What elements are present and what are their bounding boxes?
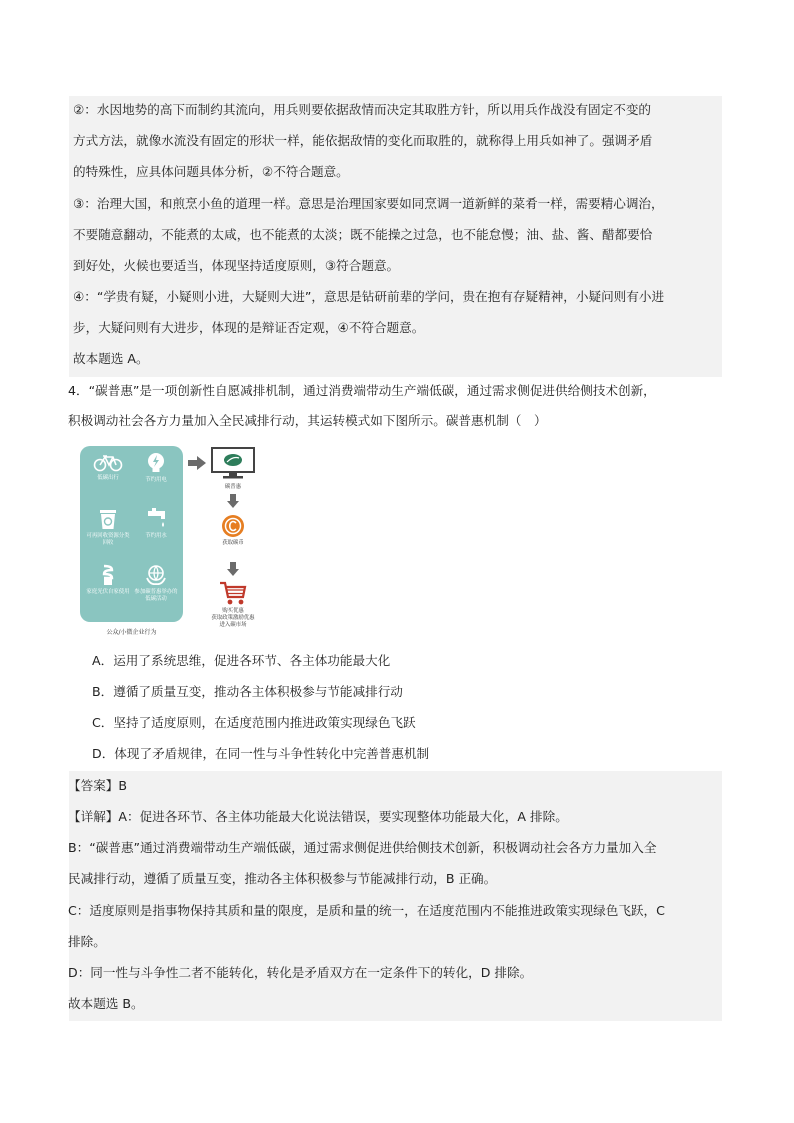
action-low-carbon-travel <box>84 454 132 482</box>
option-d: D．体现了矛盾规律，在同一性与斗争性转化中完善普惠机制 <box>92 746 430 761</box>
shopping-cart-icon <box>219 580 247 606</box>
analysis-item3-line2: 不要随意翻动，不能煮的太咸，也不能煮的太淡；既不能操之过急，也不能怠慢；油、盐、酱、醋都要恰 <box>73 227 653 242</box>
action-home-solar <box>84 564 132 596</box>
bicycle-icon <box>93 454 123 472</box>
arrow-down-icon <box>227 494 239 508</box>
actions-panel <box>80 446 183 622</box>
explanation-c-line2: 排除。 <box>68 934 106 949</box>
action-save-electricity <box>132 452 180 484</box>
analysis-item4-line2: 步，大疑问则有大进步，体现的是辩证否定观，④不符合题意。 <box>73 320 425 335</box>
action-save-water <box>132 508 180 540</box>
analysis-item3-line1: ③：治理大国，和煎烹小鱼的道理一样。意思是治理国家要如同烹调一道新鲜的菜肴一样，需要精心调治， <box>73 196 664 211</box>
explanation-d: D：同一性与斗争性二者不能转化，转化是矛盾双方在一定条件下的转化，D 排除。 <box>68 965 533 980</box>
question-stem-line2: 积极调动社会各方力量加入全民减排行动，其运转模式如下图所示。碳普惠机制（ ） <box>68 413 547 428</box>
coin-icon <box>221 514 245 538</box>
analysis-item2-line1: ②：水因地势的高下而制约其流向，用兵则要依据敌情而决定其取胜方针，所以用兵作战没有固定不变的 <box>73 102 652 117</box>
action-label: 节约用水 <box>145 533 167 539</box>
lightbulb-icon <box>146 452 166 474</box>
analysis-conclusion: 故本题选 A。 <box>73 351 149 366</box>
faucet-icon <box>144 508 168 530</box>
analysis-item3-line3: 到好处，火候也要适当，体现坚持适度原则，③符合题意。 <box>73 258 400 273</box>
recycle-bin-icon <box>98 508 118 530</box>
option-a: A．运用了系统思维，促进各环节、各主体功能最大化 <box>92 653 391 668</box>
option-c: C．坚持了适度原则，在适度范围内推进政策实现绿色飞跃 <box>92 715 416 730</box>
answer-label: 【答案】B <box>68 778 128 793</box>
analysis-item4-line1: ④：“学贵有疑，小疑则小进，大疑则大进”，意思是钻研前辈的学问，贵在抱有存疑精神，小疑问则有小进 <box>73 289 665 304</box>
step-label: 购买优惠 获取政策激励优惠 进入碳市场 <box>211 608 255 628</box>
explanation-b-line1: B：“碳普惠”通过消费端带动生产端低碳，通过需求侧促进供给侧技术创新，积极调动社会各方力量加入全 <box>68 840 657 855</box>
arrow-right-icon <box>188 456 206 470</box>
monitor-leaf-icon <box>210 446 256 480</box>
action-label: 低碳出行 <box>97 475 119 481</box>
carbon-inclusive-figure <box>74 444 264 640</box>
option-b: B．遵循了质量互变，推动各主体积极参与节能减排行动 <box>92 684 403 699</box>
explanation-a: 【详解】A：促进各环节、各主体功能最大化说法错误，要实现整体功能最大化，A 排除。 <box>68 809 568 824</box>
step-label: 碳普惠 <box>224 484 242 490</box>
question-stem-line1: 4．“碳普惠”是一项创新性自愿减排机制，通过消费端带动生产端低碳，通过需求侧促进供给侧技术创新， <box>68 383 656 398</box>
explanation-b-line2: 民减排行动，遵循了质量互变，推动各主体积极参与节能减排行动，B 正确。 <box>68 871 497 886</box>
analysis-item2-line2: 方式方法，就像水流没有固定的形状一样，能依据敌情的变化而取胜的，就称得上用兵如神了。强调矛盾 <box>73 133 653 148</box>
action-label: 参加碳普惠举办的低碳活动 <box>134 589 178 602</box>
explanation-conclusion: 故本题选 B。 <box>68 996 144 1011</box>
action-recycling <box>84 508 132 547</box>
action-low-carbon-events <box>132 564 180 603</box>
globe-hands-icon <box>145 564 167 586</box>
explanation-c-line1: C：适度原则是指事物保持其质和量的限度，是质和量的统一，在适度范围内不能推进政策实现绿色飞跃，C <box>68 903 665 918</box>
actor-caption: 公众/小微企业行为 <box>106 629 157 636</box>
action-label: 节约用电 <box>145 477 167 483</box>
analysis-item2-line3: 的特殊性，应具体问题具体分析，②不符合题意。 <box>73 164 349 179</box>
action-label: 可再回收资源分类回收 <box>86 533 130 546</box>
step-label: 获取碳币 <box>222 540 244 546</box>
action-label: 家庭光伏自家使用 <box>86 589 130 595</box>
energy-bulb-icon <box>98 564 118 586</box>
arrow-down-icon <box>227 562 239 576</box>
